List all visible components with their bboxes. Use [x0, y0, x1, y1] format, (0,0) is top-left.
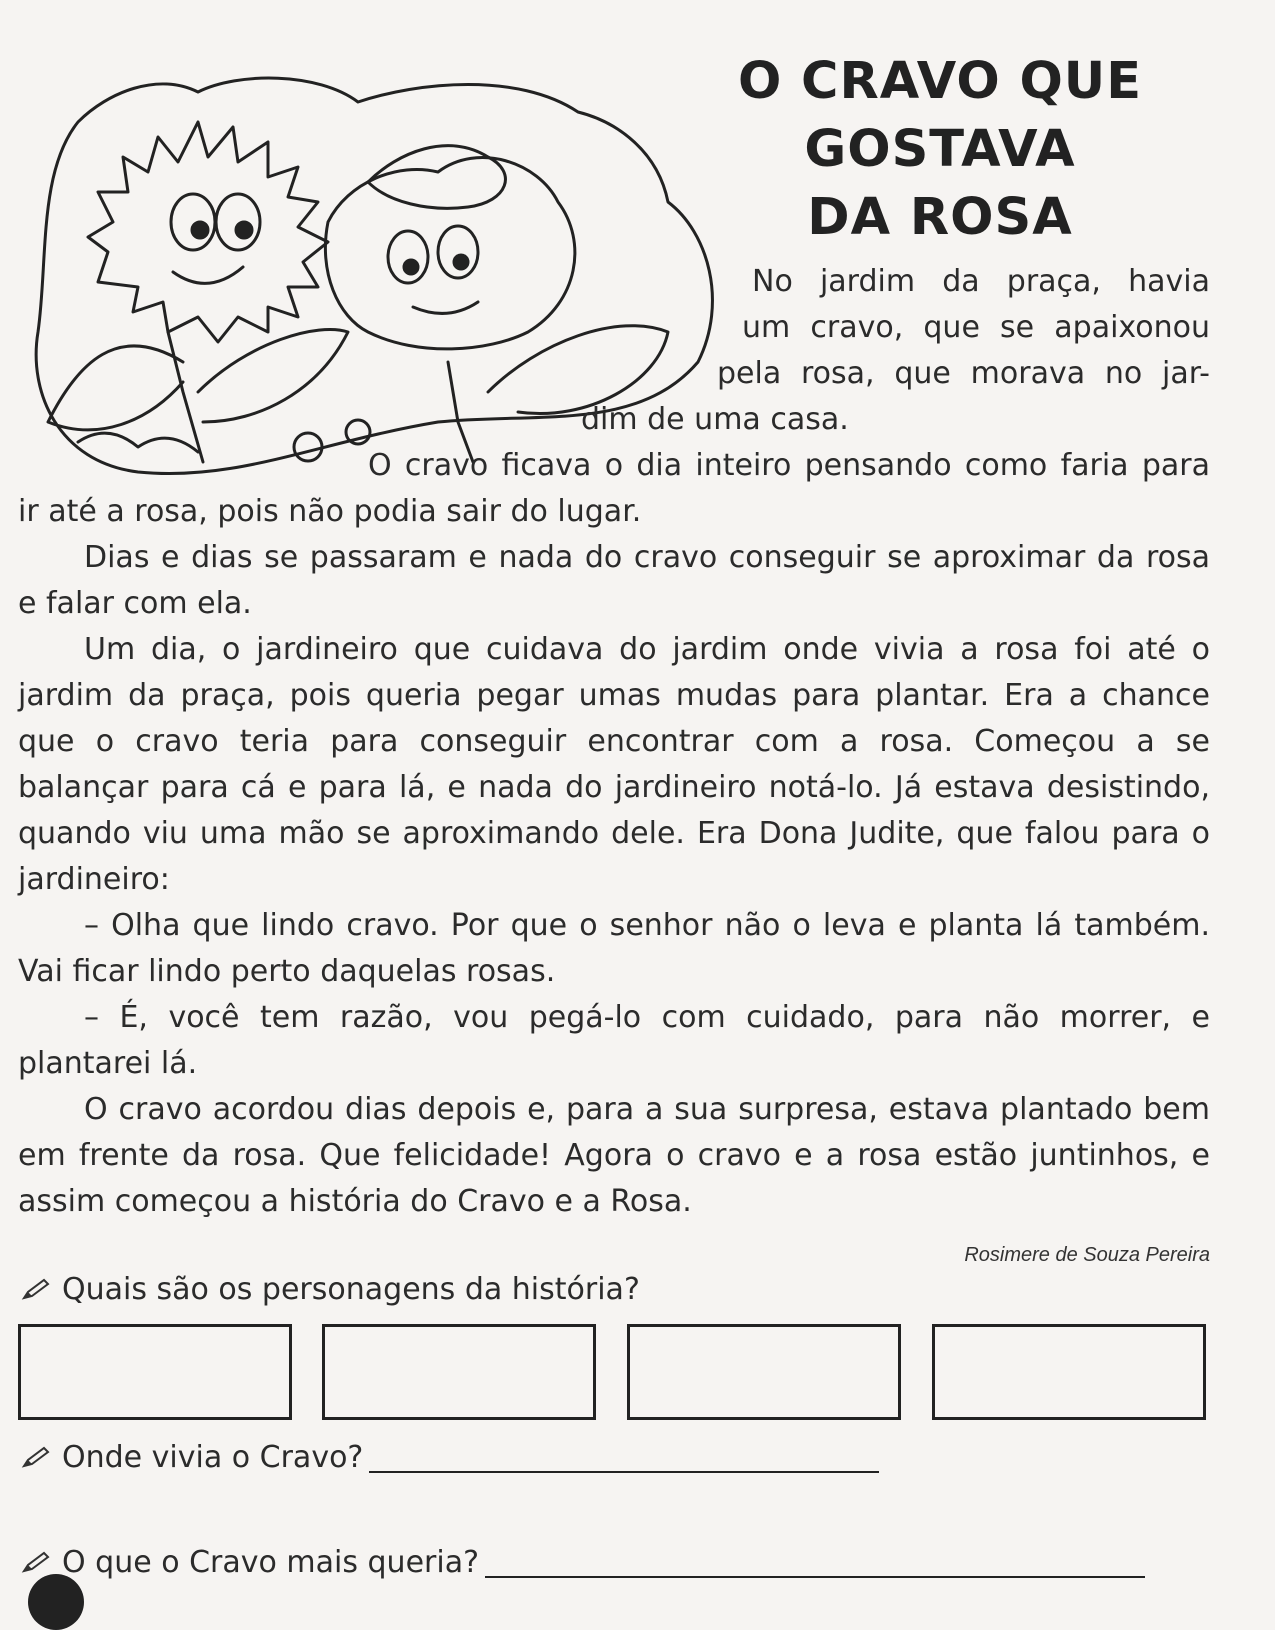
answer-box-character-4[interactable] [932, 1324, 1206, 1420]
answer-line[interactable] [485, 1548, 1145, 1578]
question-characters [20, 1272, 640, 1307]
title-line-2: GOSTAVA [804, 120, 1076, 179]
author-credit: Rosimere de Souza Pereira [964, 1244, 1210, 1266]
title-line-3: DA ROSA [807, 188, 1073, 247]
story-paragraph: – É, você tem razão, vou pegá-lo com cuidado, para não morrer, e plantarei lá. [18, 1000, 1210, 1081]
answer-box-character-2[interactable] [322, 1324, 596, 1420]
story-body [18, 494, 1210, 1225]
story-paragraph: ir até a rosa, pois não podia sair do lugar. [18, 494, 642, 529]
story-line: O cravo ficava o dia inteiro pensando como faria para [368, 448, 1210, 483]
story-line: pela rosa, que morava no jar- [717, 356, 1210, 391]
pencil-icon [20, 1551, 52, 1575]
answer-box-character-3[interactable] [627, 1324, 901, 1420]
answer-line[interactable] [369, 1443, 879, 1473]
story-paragraph: Dias e dias se passaram e nada do cravo conseguir se aproximar da rosa e falar com ela. [18, 540, 1210, 621]
question-text: O que o Cravo mais queria? [62, 1545, 479, 1580]
page-corner-decoration [28, 1574, 84, 1630]
story-paragraph: – Olha que lindo cravo. Por que o senhor não o leva e planta lá também. Vai ficar lindo perto daquelas rosas. [18, 908, 1210, 989]
title-line-1: O CRAVO QUE [737, 52, 1143, 111]
story-line: No jardim da praça, havia [752, 264, 1210, 299]
story-line: um cravo, que se apaixonou [742, 310, 1210, 345]
story-paragraph: O cravo acordou dias depois e, para a sua surpresa, estava plantado bem em frente da rosa. Que felicidade! Agora o cravo e a rosa estão juntinhos, e assim começou a história do Cravo e a Rosa. [18, 1092, 1210, 1219]
answer-box-character-1[interactable] [18, 1324, 292, 1420]
pencil-icon [20, 1278, 52, 1302]
question-where-lived [20, 1440, 879, 1475]
story-line: dim de uma casa. [581, 402, 849, 437]
question-what-wanted [20, 1545, 1145, 1580]
question-text: Onde vivia o Cravo? [62, 1440, 364, 1475]
story-paragraph: Um dia, o jardineiro que cuidava do jardim onde vivia a rosa foi até o jardim da praça, pois queria pegar umas mudas para plantar. Era a chance que o cravo teria para conseguir encontrar com a rosa. Começou a se balançar para cá e para lá, e nada do jardineiro notá-lo. Já estava desistindo, quando viu uma mão se aproximando dele. Era Dona Judite, que falou para o jardineiro: [18, 632, 1210, 897]
question-text: Quais são os personagens da história? [62, 1272, 640, 1307]
story-title [710, 48, 1170, 252]
pencil-icon [20, 1446, 52, 1470]
